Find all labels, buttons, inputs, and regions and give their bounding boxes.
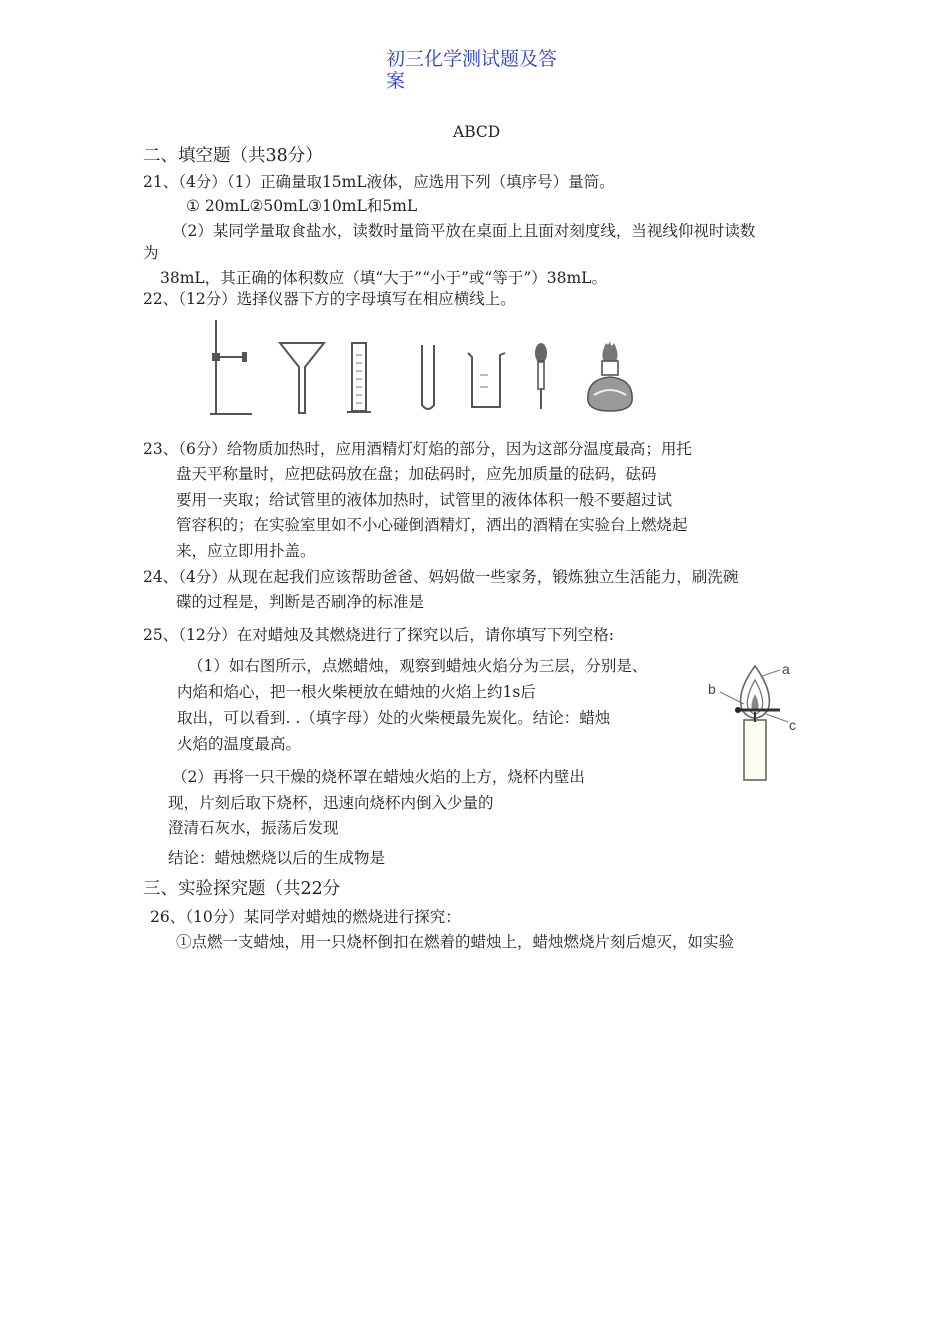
candle-flame-figure: [700, 658, 805, 786]
candle-icon: [741, 666, 770, 780]
q23-line2: 盘天平称量时，应把砝码放在盘；加砝码时，应先加质量的砝码，砝码: [176, 465, 657, 483]
q25-part2-line1: （2）再将一只干燥的烧杯罩在蜡烛火焰的上方，烧杯内壁出: [172, 768, 585, 786]
q26-step1: ①点燃一支蜡烛，用一只烧杯倒扣在燃着的蜡烛上，蜡烛燃烧片刻后熄灭，如实验: [176, 933, 735, 951]
funnel-icon: [280, 343, 324, 413]
q25-part2-line3: 澄清石灰水，振荡后发现: [168, 819, 339, 837]
q21-part2-line1: （2）某同学量取食盐水，读数时量筒平放在桌面上且面对刻度线，当视线仰视时读数: [172, 222, 756, 240]
iron-stand-icon: [210, 320, 252, 414]
test-tube-icon: [422, 345, 434, 409]
q24-line2: 碟的过程是，判断是否刷净的标准是: [176, 593, 425, 611]
q21-options: ① 20mL②50mL③10mL和5mL: [186, 197, 418, 215]
q24-line1: 24、（4分）从现在起我们应该帮助爸爸、妈妈做一些家务，锻炼独立生活能力，刷洗碗: [143, 568, 739, 586]
alcohol-lamp-icon: [588, 341, 632, 411]
instruments-figure: [200, 315, 650, 420]
dropper-icon: [535, 343, 547, 409]
q26-text: 26、（10分）某同学对蜡烛的燃烧进行探究：: [150, 908, 461, 926]
q23-line3: 要用一夹取；给试管里的液体加热时，试管里的液体体积一般不要超过试: [176, 491, 673, 509]
title-line-2: 案: [386, 70, 406, 92]
section-3-heading: 三、实验探究题（共22分: [143, 879, 341, 899]
flame-label-c: c: [789, 717, 796, 733]
q25-part2-line4: 结论：蜡烛燃烧以后的生成物是: [168, 849, 386, 867]
abcd-label: ABCD: [453, 123, 501, 141]
beaker-icon: [468, 353, 505, 407]
q25-part2-line2: 现，片刻后取下烧杯，迅速向烧杯内倒入少量的: [168, 794, 494, 812]
q25-part1-line4: 火焰的温度最高。: [177, 735, 302, 753]
title-line-1: 初三化学测试题及答: [386, 48, 558, 70]
flame-label-b: b: [708, 681, 716, 697]
q25-part1-line2: 内焰和焰心，把一根火柴梗放在蜡烛的火焰上约1s后: [177, 683, 536, 701]
flame-label-a: a: [782, 661, 790, 677]
q25-text: 25、（12分）在对蜡烛及其燃烧进行了探究以后，请你填写下列空格:: [143, 626, 614, 644]
q21-part2-line2: 为: [143, 244, 159, 262]
q23-line4: 管容积的；在实验室里如不小心碰倒酒精灯，洒出的酒精在实验台上燃烧起: [176, 516, 688, 534]
q22-text: 22、（12分）选择仪器下方的字母填写在相应横线上。: [143, 290, 516, 308]
document-title: [386, 48, 566, 92]
q25-part1-line3: 取出，可以看到. .（填字母）处的火柴梗最先炭化。结论：蜡烛: [177, 709, 611, 727]
q25-part1-line1: （1）如右图所示，点燃蜡烛，观察到蜡烛火焰分为三层，分别是、: [188, 657, 648, 675]
q23-line1: 23、（6分）给物质加热时，应用酒精灯灯焰的部分，因为这部分温度最高；用托: [143, 440, 692, 458]
q21-part1: 21、（4分）（1）正确量取15mL液体，应选用下列（填序号）量筒。: [143, 173, 615, 191]
q21-part2-line3: 38mL，其正确的体积数应（填“大于”“小于”或“等于”）38mL。: [160, 269, 607, 287]
q23-line5: 来，应立即用扑盖。: [176, 542, 316, 560]
section-2-heading: 二、填空题（共38分）: [143, 146, 323, 166]
graduated-cylinder-icon: [347, 343, 371, 412]
